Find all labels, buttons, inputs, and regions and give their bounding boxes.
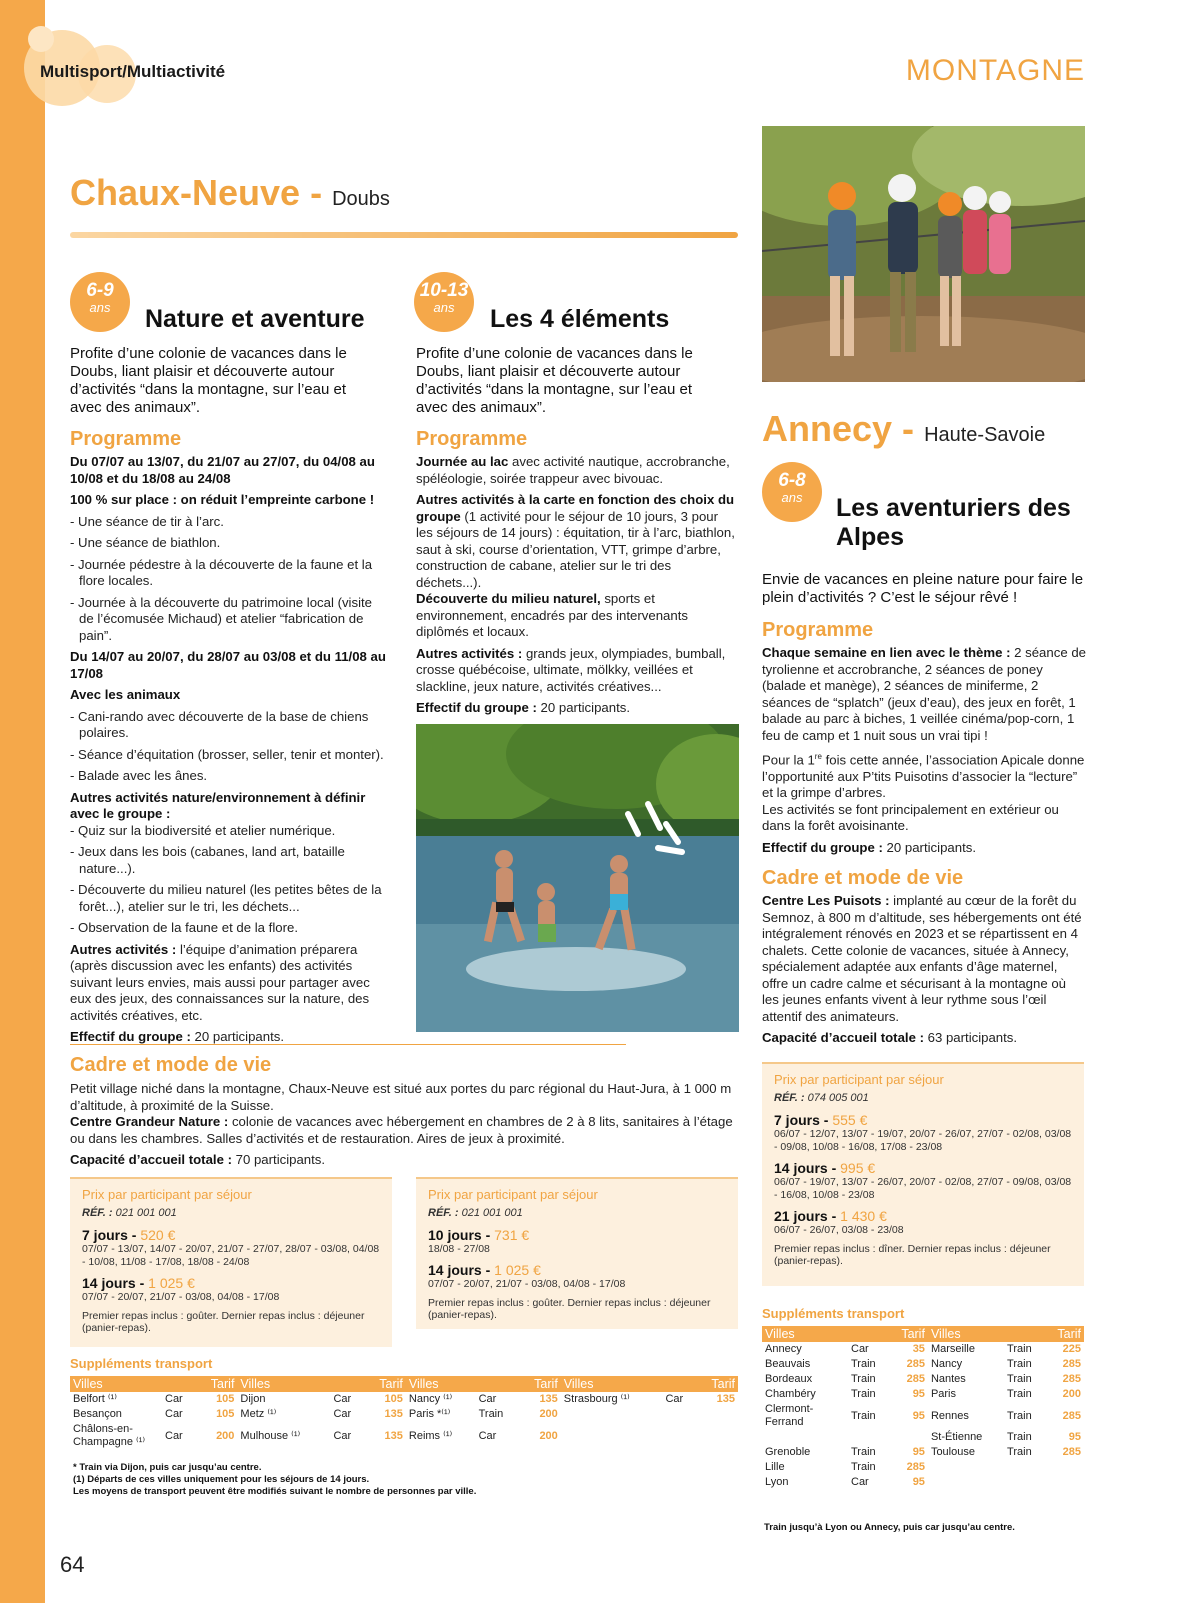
price-dates: 07/07 - 13/07, 14/07 - 20/07, 21/07 - 27/07, 28/07 - 03/08, 04/08 - 10/08, 11/08 - 17/08, 18/08 - 24/08 (82, 1243, 380, 1268)
programme-body: Journée au lac avec activité nautique, accrobranche, spéléologie, soirée trappeur avec bivouac. Autres activités à la carte en fonction des choix du groupe (1 activité pour le séjour de 10 jours, 3 pour les séjours de 14 jours) : équitation, tir à l’arc, biathlon, saut à ski, course d’orientation, VTT, grimpe d’arbre, construction de cabane, atelier sur le tri des déchets...). Découverte du milieu naturel, sports et environnement, encadrés par des intervenants diplômés et locaux. Autres activités : grands jeux, olympiades, bumball, crosse québécoise, ultimate, mölkky, veillées et slackline, jeux nature, activités créatives... Effectif du groupe : 20 participants. (416, 454, 735, 715)
price-heading: Prix par participant par séjour (774, 1072, 944, 1087)
stay-intro: Envie de vacances en pleine nature pour faire le plein d’activités ? C’est le séjour rêvé ! (762, 571, 1084, 606)
price-duration: 7 jours - 520 € (82, 1227, 176, 1243)
table-row: Annecy Car 35 Marseille Train 225 (765, 1343, 1081, 1355)
price-dates: 07/07 - 20/07, 21/07 - 03/08, 04/08 - 17/08 (428, 1278, 626, 1290)
age-badge: 6-8 ans (762, 462, 822, 522)
price-duration: 21 jours - 1 430 € (774, 1208, 887, 1224)
climbing-photo (762, 126, 1085, 382)
category-label: Multisport/Multiactivité (40, 62, 226, 81)
transport-table: Villes Tarif Villes Tarif Villes Tarif Villes Tarif Belfort ⁽¹⁾ Car 105 Dijon Car 105 Nancy ⁽¹⁾ Car 135 Strasbourg ⁽¹⁾ Car 135 Besançon Car 105 Metz ⁽¹⁾ Car 135 Paris *⁽¹⁾ Train 200 Châlons-en-Champagne ⁽¹⁾ Car 200 Mulhouse ⁽¹⁾ Car 135 Reims ⁽¹⁾ Car 200 (70, 1376, 738, 1450)
table-row: Chambéry Train 95 Paris Train 200 (765, 1388, 1081, 1400)
age-badge: 10-13 ans (414, 272, 474, 332)
price-heading: Prix par participant par séjour (428, 1187, 598, 1202)
price-heading: Prix par participant par séjour (82, 1187, 252, 1202)
cadre-heading: Cadre et mode de vie (70, 1054, 272, 1076)
price-dates: 18/08 - 27/08 (428, 1243, 490, 1255)
table-row: Châlons-en-Champagne ⁽¹⁾ Car 200 Mulhouse ⁽¹⁾ Car 135 Reims ⁽¹⁾ Car 200 (73, 1423, 558, 1448)
price-duration: 14 jours - 1 025 € (428, 1262, 541, 1278)
table-row: Lyon Car 95 (765, 1476, 925, 1488)
stay-title: Les 4 éléments (490, 305, 670, 333)
place-name: Chaux-Neuve - (70, 172, 323, 213)
age-badge: 6-9 ans (70, 272, 130, 332)
price-box (416, 1179, 738, 1329)
cadre-heading: Cadre et mode de vie (762, 867, 964, 889)
price-dates: 06/07 - 26/07, 03/08 - 23/08 (774, 1224, 904, 1236)
stay-intro: Profite d’une colonie de vacances dans le Doubs, liant plaisir et découverte autour d’activités “dans la montagne, sur l’eau et avec des animaux”. (416, 345, 693, 416)
programme-body: Chaque semaine en lien avec le thème : 2 séance de tyrolienne et accrobranche, 2 séances de poney (balade et manège), 2 séances de miniferme, 2 séances de “splatch” (jeux d’eau), des jeux en forêt, 1 balade au parc à biches, 1 veillée cinéma/pop-corn, 1 feu de camp et 1 nuit sous un vrai tipi ! Pour la 1re fois cette année, l’association Apicale donne l’opportunité aux P’tits Puisotins d’associer la “lecture” et la grimpe d’arbres. Les activités se font principalement en extérieur ou dans la forêt avoisinante. Effectif du groupe : 20 participants. (762, 645, 1086, 855)
transport-footnotes: * Train via Dijon, puis car jusqu’au centre. (1) Départs de ces villes uniquement pour les séjours de 14 jours. Les moyens de transport peuvent être modifiés suivant le nombre de personnes par ville. (73, 1462, 477, 1497)
department: Doubs (332, 188, 390, 210)
price-ref: RÉF. : 021 001 001 (428, 1207, 523, 1219)
price-dates: 06/07 - 12/07, 13/07 - 19/07, 20/07 - 26/07, 27/07 - 02/08, 03/08 - 09/08, 10/08 - 16/08, 17/08 - 23/08 (774, 1128, 1072, 1153)
stay-title: Nature et aventure (145, 305, 365, 333)
price-duration: 14 jours - 1 025 € (82, 1275, 195, 1291)
price-box (70, 1179, 392, 1347)
decor-bubble (28, 26, 54, 52)
price-duration: 7 jours - 555 € (774, 1112, 868, 1128)
cadre-body: Petit village niché dans la montagne, Chaux-Neuve est situé aux portes du parc régional du Haut-Jura, à 1 000 m d’altitude, à proximité de la Suisse. Centre Grandeur Nature : colonie de vacances avec hébergement en chambres de 2 à 8 lits, sanitaires à l’étage ou dans les chambres. Salles d’activités et de restauration. Aires de jeux à proximité. Capacité d’accueil totale : 70 participants. (70, 1081, 733, 1167)
price-ref: RÉF. : 074 005 001 (774, 1092, 869, 1104)
place-name: Annecy - (762, 408, 915, 449)
title-underline (70, 232, 738, 238)
transport-footnote: Train jusqu’à Lyon ou Annecy, puis car jusqu’au centre. (764, 1522, 1015, 1533)
price-box (762, 1064, 1084, 1286)
price-note: Premier repas inclus : dîner. Dernier repas inclus : déjeuner (panier-repas). (774, 1243, 1051, 1267)
table-row: Beauvais Train 285 Nancy Train 285 (765, 1358, 1081, 1370)
programme-heading: Programme (762, 619, 874, 641)
table-row: Lille Train 285 (765, 1461, 925, 1473)
page-number: 64 (60, 1552, 85, 1577)
price-dates: 06/07 - 19/07, 13/07 - 26/07, 20/07 - 02/08, 27/07 - 09/08, 03/08 - 16/08, 10/08 - 23/08 (774, 1176, 1072, 1201)
location-title (70, 172, 390, 214)
transport-table: Villes Tarif Villes Tarif Annecy Car 35 Marseille Train 225 Beauvais Train 285 Nancy Train 285 Bordeaux Train 285 Nantes Train 285 Chambéry Train 95 Paris Train 200 Clermont-Ferrand Train 95 Rennes Train 285 St-Étienne Train 95 Grenoble Train 95 Toulouse Train 285 Lille Train 285 Lyon Car 95 (762, 1326, 1084, 1490)
programme-heading: Programme (70, 428, 182, 450)
cadre-body: Centre Les Puisots : implanté au cœur de la forêt du Semnoz, à 800 m d’altitude, ses hébergements ont été intégralement rénovés en 2023 et se répartissent en 4 chalets. Cette colonie de vacances, située à Annecy, spécialement adaptée aux enfants d’âge maternel, offre un cadre calme et sécurisant à la montagne où les jeunes enfants vivent à leur rythme sous l’œil attentif des animateurs. Capacité d’accueil totale : 63 participants. (762, 893, 1082, 1045)
price-note: Premier repas inclus : goûter. Dernier repas inclus : déjeuner (panier-repas). (428, 1297, 711, 1321)
programme-heading: Programme (416, 428, 528, 450)
divider (70, 1044, 626, 1045)
table-row: Bordeaux Train 285 Nantes Train 285 (765, 1373, 1081, 1385)
programme-body: Du 07/07 au 13/07, du 21/07 au 27/07, du 04/08 au 10/08 et du 18/08 au 24/08 100 % sur place : on réduit l’empreinte carbone ! - Une séance de tir à l’arc. - Une séance de biathlon. - Journée pédestre à la découverte de la faune et la flore locales. - Journée à la découverte du patrimoine local (visite de l’écomusée Michaud) et atelier “fabrication de pain”. Du 14/07 au 20/07, du 28/07 au 03/08 et du 11/08 au 17/08 Avec les animaux - Cani-rando avec découverte de la base de chiens polaires. - Séance d’équitation (brosser, seller, tenir et monter). - Balade avec les ânes. Autres activités nature/environnement à définir avec le groupe : - Quiz sur la biodiversité et atelier numérique. - Jeux dans les bois (cabanes, land art, bataille nature...). - Découverte du milieu naturel (les petites bêtes de la forêt...), atelier sur le tri, les déchets... - Observation de la faune et de la flore. Autres activités : l’équipe d’animation préparera (après discussion avec les enfants) des activités suivant leurs envies, mais aussi pour partager avec eux des jeux, des connaissances sur la nature, des activités créatives, etc. Effectif du groupe : 20 participants. (70, 454, 386, 1044)
transport-heading: Suppléments transport (762, 1306, 905, 1321)
stay-intro: Profite d’une colonie de vacances dans le Doubs, liant plaisir et découverte autour d’activités “dans la montagne, sur l’eau et avec des animaux”. (70, 345, 347, 416)
transport-heading: Suppléments transport (70, 1356, 213, 1371)
table-row: Belfort ⁽¹⁾ Car 105 Dijon Car 105 Nancy ⁽¹⁾ Car 135 Strasbourg ⁽¹⁾ Car 135 (73, 1393, 735, 1405)
table-row: St-Étienne Train 95 (930, 1431, 1081, 1443)
price-ref: RÉF. : 021 001 001 (82, 1207, 177, 1219)
price-note: Premier repas inclus : goûter. Dernier repas inclus : déjeuner (panier-repas). (82, 1310, 365, 1334)
stay-title: Les aventuriers des Alpes (836, 494, 1071, 551)
table-row: Grenoble Train 95 Toulouse Train 285 (765, 1446, 1081, 1458)
side-stripe (0, 0, 45, 1603)
location-title (762, 408, 1045, 450)
lake-photo (416, 724, 739, 1032)
price-duration: 10 jours - 731 € (428, 1227, 530, 1243)
table-row: Besançon Car 105 Metz ⁽¹⁾ Car 135 Paris *⁽¹⁾ Train 200 (73, 1408, 558, 1420)
theme-label: MONTAGNE (905, 54, 1085, 87)
table-row: Clermont-Ferrand Train 95 Rennes Train 285 (765, 1403, 1081, 1428)
department: Haute-Savoie (924, 424, 1046, 446)
price-dates: 07/07 - 20/07, 21/07 - 03/08, 04/08 - 17/08 (82, 1291, 280, 1303)
price-duration: 14 jours - 995 € (774, 1160, 876, 1176)
